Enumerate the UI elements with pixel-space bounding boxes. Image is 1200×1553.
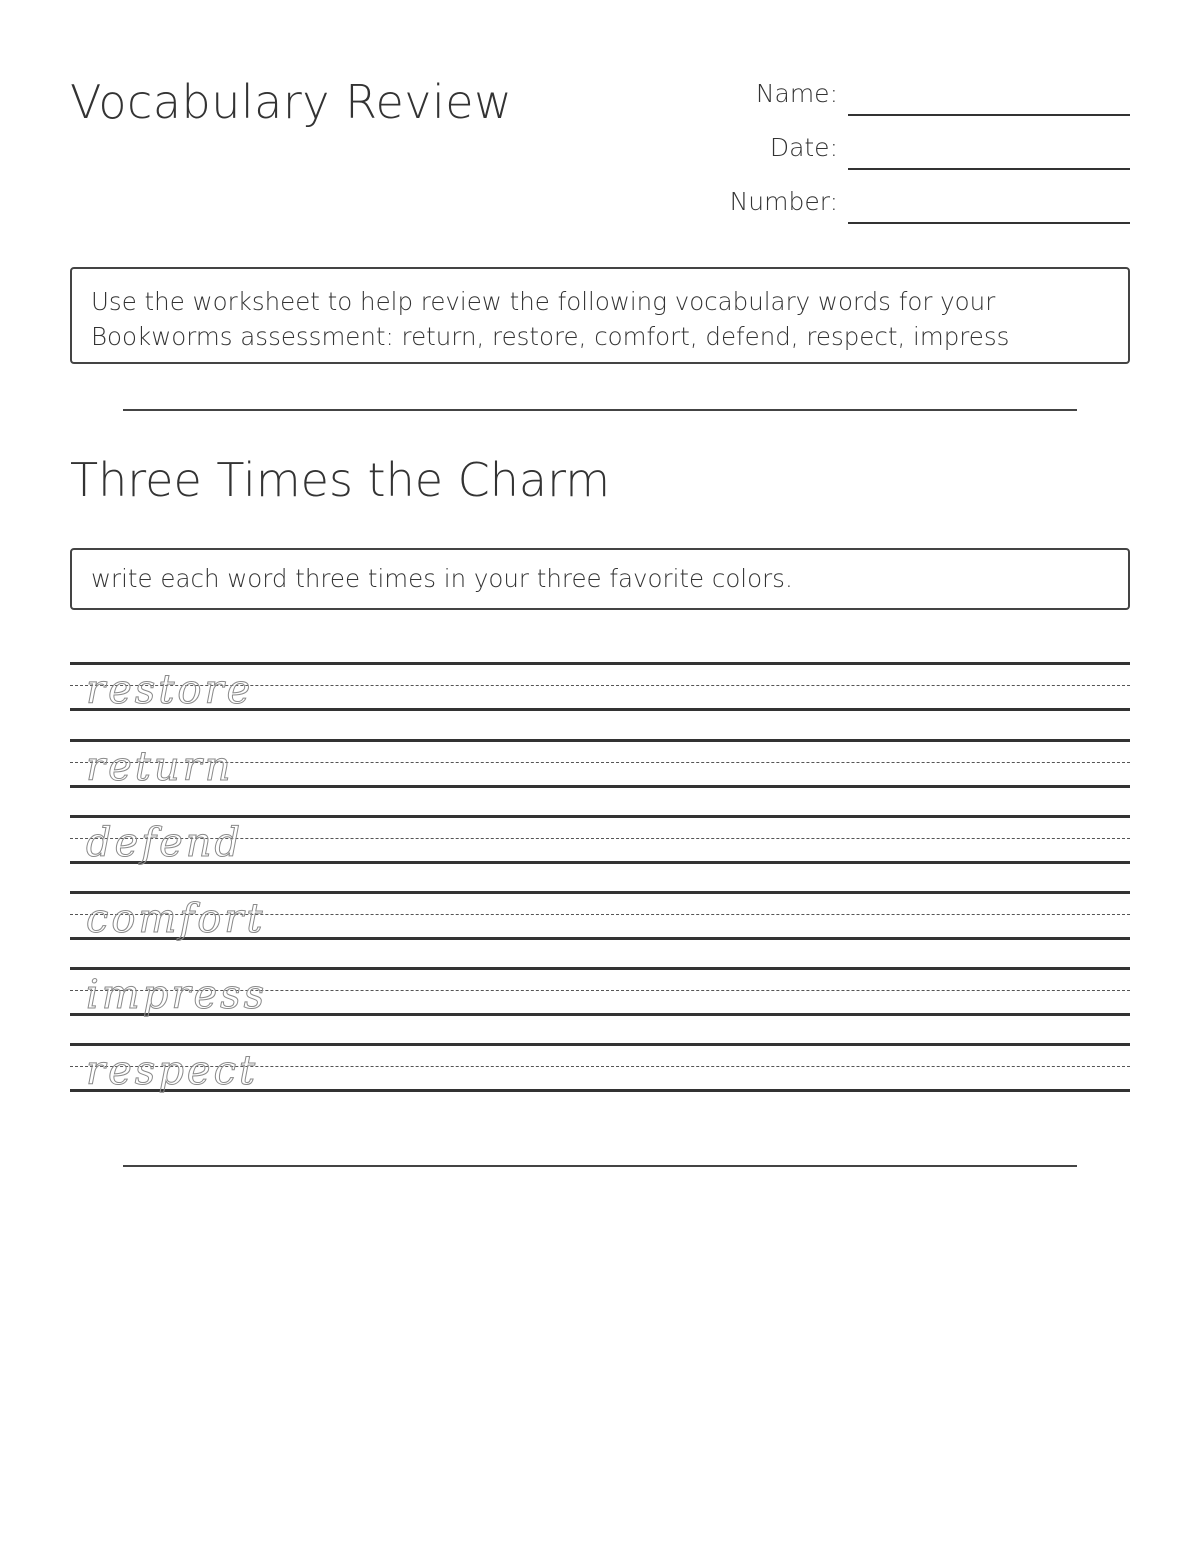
handwriting-row[interactable] bbox=[70, 739, 1130, 790]
intro-box: Use the worksheet to help review the following vocabulary words for your Bookworms assessment: return, restore, comfort, defend, respect, impress bbox=[70, 267, 1130, 364]
name-blank-line[interactable] bbox=[848, 114, 1130, 116]
handwriting-row[interactable] bbox=[70, 967, 1130, 1018]
date-blank-line[interactable] bbox=[848, 168, 1130, 170]
instruction-box: write each word three times in your three favorite colors. bbox=[70, 548, 1130, 610]
headline bbox=[70, 662, 1130, 665]
trace-word: defend bbox=[86, 820, 244, 866]
trace-word: return bbox=[86, 744, 234, 790]
handwriting-row[interactable] bbox=[70, 815, 1130, 866]
handwriting-practice-area bbox=[70, 662, 1130, 1102]
date-field[interactable] bbox=[700, 130, 1130, 170]
handwriting-row[interactable] bbox=[70, 1043, 1130, 1094]
name-field[interactable] bbox=[700, 76, 1130, 116]
trace-word: impress bbox=[86, 972, 268, 1018]
section-title: Three Times the Charm bbox=[70, 453, 611, 507]
headline bbox=[70, 815, 1130, 818]
page-title: Vocabulary Review bbox=[70, 75, 513, 129]
name-label: Name: bbox=[755, 79, 838, 108]
trace-word: restore bbox=[86, 667, 254, 713]
headline bbox=[70, 967, 1130, 970]
date-label: Date: bbox=[769, 133, 838, 162]
headline bbox=[70, 1043, 1130, 1046]
trace-word: comfort bbox=[86, 896, 266, 942]
handwriting-row[interactable] bbox=[70, 891, 1130, 942]
trace-word: respect bbox=[86, 1048, 259, 1094]
section-divider-top bbox=[123, 409, 1077, 411]
number-field[interactable] bbox=[700, 184, 1130, 224]
number-blank-line[interactable] bbox=[848, 222, 1130, 224]
section-divider-bottom bbox=[123, 1165, 1077, 1167]
headline bbox=[70, 891, 1130, 894]
number-label: Number: bbox=[729, 187, 838, 216]
handwriting-row[interactable] bbox=[70, 662, 1130, 713]
headline bbox=[70, 739, 1130, 742]
